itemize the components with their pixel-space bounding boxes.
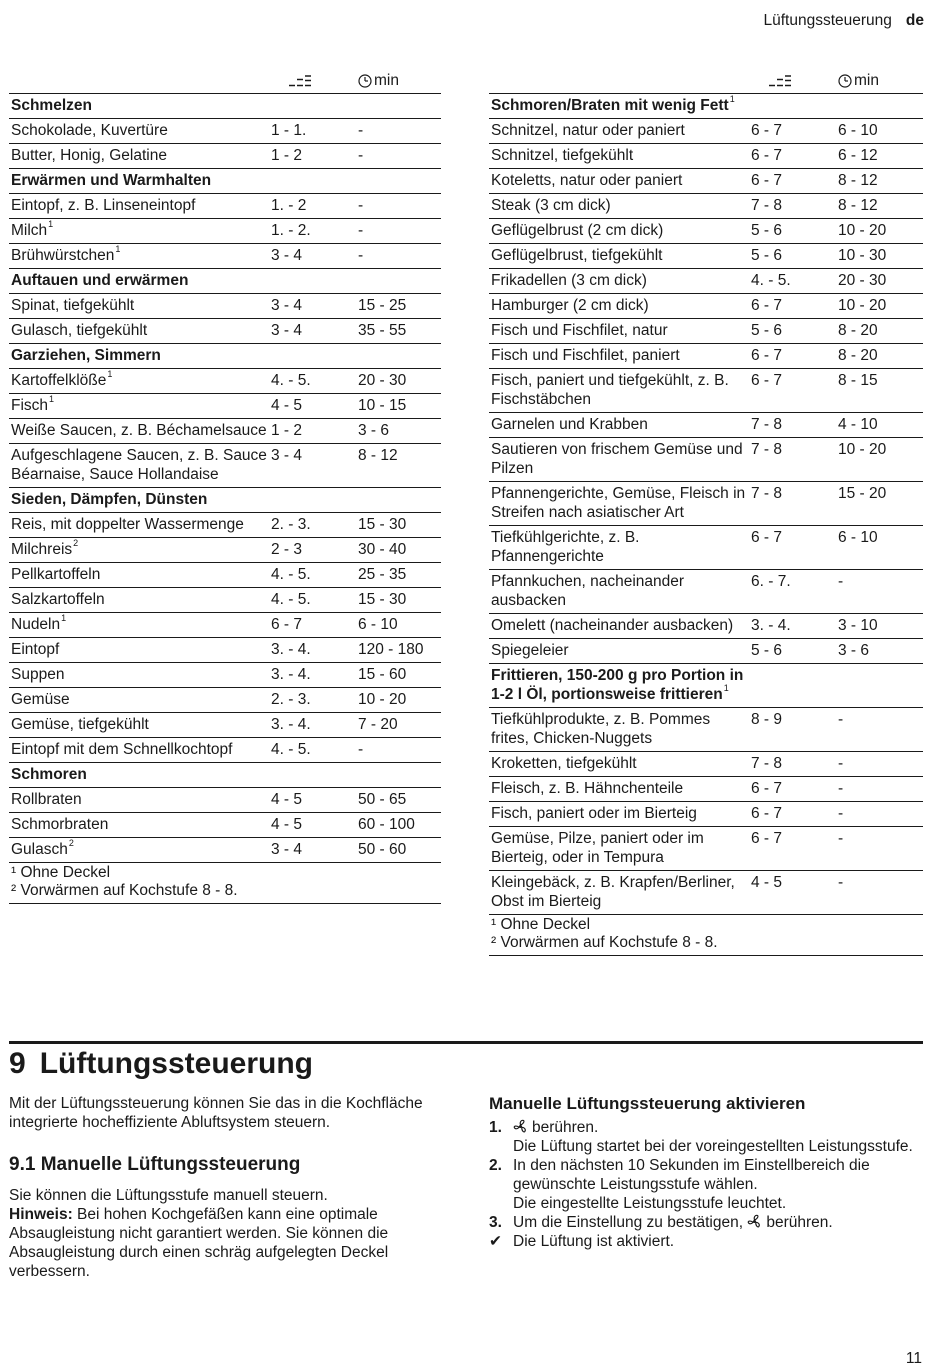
- food-label: Pfannengerichte, Gemüse, Fleisch in Streifen nach asiatischer Art: [491, 485, 746, 521]
- food-label: Spiegeleier: [491, 642, 569, 659]
- category-label: Sieden, Dämpfen, Dünsten: [11, 491, 208, 508]
- category-row: [489, 664, 923, 708]
- food-label: Aufgeschlagene Saucen, z. B. Sauce Béarnaise, Sauce Hollandaise: [11, 447, 267, 483]
- food-label: Milchreis: [11, 541, 73, 558]
- category-label: Schmoren/Braten mit wenig Fett: [491, 97, 729, 114]
- time-unit: min: [374, 72, 399, 89]
- cooking-time: 3 - 10: [836, 614, 923, 639]
- table-row: [9, 538, 441, 563]
- food-label: Omelett (nacheinander ausbacken): [491, 617, 734, 634]
- power-level: 5 - 6: [749, 244, 836, 269]
- table-row: [489, 802, 923, 827]
- cooking-time: -: [356, 219, 441, 244]
- power-level: 2. - 3.: [269, 688, 356, 713]
- cooking-time: 6 - 12: [836, 144, 923, 169]
- category-label: Auftauen und erwärmen: [11, 272, 189, 289]
- food-label: Kleingebäck, z. B. Krapfen/Berliner, Obst im Bierteig: [491, 874, 735, 910]
- food-label: Rollbraten: [11, 791, 82, 808]
- cooking-time: 3 - 6: [356, 419, 441, 444]
- step-number: 2.: [489, 1157, 502, 1174]
- power-level: 6 - 7: [749, 119, 836, 144]
- category-label: Schmelzen: [11, 97, 92, 114]
- food-label: Brühwürstchen: [11, 247, 115, 264]
- table-row: [9, 838, 441, 863]
- power-level: 6 - 7: [749, 344, 836, 369]
- cooking-time: 50 - 65: [356, 788, 441, 813]
- cooking-time: 4 - 10: [836, 413, 923, 438]
- power-level: 3 - 4: [269, 444, 356, 488]
- time-unit: min: [854, 72, 879, 89]
- power-level: 6 - 7: [749, 802, 836, 827]
- power-level: 3. - 4.: [269, 663, 356, 688]
- footnote-ref: 2: [68, 837, 74, 848]
- step-number: 1.: [489, 1119, 502, 1136]
- food-label: Frikadellen (3 cm dick): [491, 272, 647, 289]
- power-level: 6. - 7.: [749, 570, 836, 614]
- fan-icon: [513, 1119, 528, 1134]
- footnote-ref: 1: [48, 218, 54, 229]
- food-label: Geflügelbrust, tiefgekühlt: [491, 247, 663, 264]
- footnote-ref: 1: [61, 612, 67, 623]
- cooking-time: 8 - 12: [836, 194, 923, 219]
- power-level: 2 - 3: [269, 538, 356, 563]
- cooking-time: 8 - 12: [836, 169, 923, 194]
- power-level: 4 - 5: [269, 788, 356, 813]
- category-row: [489, 94, 923, 119]
- power-level: 5 - 6: [749, 319, 836, 344]
- table-row: [9, 663, 441, 688]
- table-row: [489, 526, 923, 570]
- power-level: 6 - 7: [749, 827, 836, 871]
- food-label: Hamburger (2 cm dick): [491, 297, 649, 314]
- check-icon: ✔: [489, 1233, 502, 1250]
- power-level: 6 - 7: [749, 777, 836, 802]
- food-label: Steak (3 cm dick): [491, 197, 611, 214]
- food-label: Spinat, tiefgekühlt: [11, 297, 135, 314]
- power-level: 5 - 6: [749, 219, 836, 244]
- category-row: [9, 169, 441, 194]
- table-row: [489, 570, 923, 614]
- food-label: Nudeln: [11, 616, 61, 633]
- cooking-time: 10 - 20: [356, 688, 441, 713]
- left-footnotes: [9, 863, 441, 904]
- food-label: Sautieren von frischem Gemüse und Pilzen: [491, 441, 743, 477]
- right-cooking-table-column: [489, 68, 923, 956]
- chapter-title: [9, 1046, 313, 1082]
- level-column-header: [749, 68, 836, 94]
- table-row: [489, 827, 923, 871]
- cooking-time: 15 - 60: [356, 663, 441, 688]
- procedure-step-3: [489, 1213, 925, 1232]
- hint-text: Bei hohen Kochgefäßen kann eine optimale Absaugleistung nicht garantiert werden. Sie können die Absaugleistung durch einen schräg aufgelegten Deckel verbessern.: [9, 1206, 389, 1280]
- cooking-time: 8 - 20: [836, 319, 923, 344]
- footnote-1: ¹ Ohne Deckel: [491, 916, 591, 933]
- power-level: 3 - 4: [269, 294, 356, 319]
- power-level: 3. - 4.: [749, 614, 836, 639]
- food-label: Garnelen und Krabben: [491, 416, 648, 433]
- power-level: 7 - 8: [749, 194, 836, 219]
- table-row: [9, 588, 441, 613]
- fan-icon: [747, 1214, 762, 1229]
- footnote-ref: 1: [115, 243, 121, 254]
- table-row: [489, 614, 923, 639]
- right-table-body: [489, 94, 923, 915]
- cooking-time: 20 - 30: [836, 269, 923, 294]
- power-level: 4. - 5.: [269, 588, 356, 613]
- power-level: 4 - 5: [269, 813, 356, 838]
- table-row: [9, 219, 441, 244]
- running-header-lang: de: [905, 12, 924, 29]
- cooking-time: 30 - 40: [356, 538, 441, 563]
- food-label: Eintopf: [11, 641, 60, 658]
- table-row: [9, 244, 441, 269]
- procedure-step-2: [489, 1156, 925, 1213]
- table-row: [489, 319, 923, 344]
- cooking-time: 10 - 20: [836, 294, 923, 319]
- cooking-time: 15 - 30: [356, 588, 441, 613]
- table-row: [489, 708, 923, 752]
- table-row: [489, 752, 923, 777]
- food-label: Kartoffelklöße: [11, 372, 107, 389]
- table-row: [9, 369, 441, 394]
- cooking-time: 35 - 55: [356, 319, 441, 344]
- power-level: 6 - 7: [749, 526, 836, 570]
- table-row: [489, 482, 923, 526]
- table-row: [9, 613, 441, 638]
- table-row: [489, 777, 923, 802]
- table-row: [9, 394, 441, 419]
- table-row: [489, 294, 923, 319]
- chapter-divider: [9, 1041, 923, 1044]
- cooking-time: 3 - 6: [836, 639, 923, 664]
- food-label: Fleisch, z. B. Hähnchenteile: [491, 780, 684, 797]
- cooking-time: 10 - 20: [836, 219, 923, 244]
- food-label: Kroketten, tiefgekühlt: [491, 755, 637, 772]
- food-label: Schnitzel, natur oder paniert: [491, 122, 685, 139]
- clock-icon: [838, 74, 852, 88]
- power-level: 4. - 5.: [749, 269, 836, 294]
- cooking-time: 25 - 35: [356, 563, 441, 588]
- table-header-row: [9, 68, 441, 94]
- table-row: [9, 194, 441, 219]
- power-level: 1 - 2: [269, 144, 356, 169]
- power-level: 4. - 5.: [269, 369, 356, 394]
- food-label: Pellkartoffeln: [11, 566, 101, 583]
- footnote-ref: 1: [723, 682, 729, 693]
- table-row: [489, 413, 923, 438]
- food-label: Gulasch: [11, 841, 68, 858]
- time-column-header: [836, 68, 923, 94]
- table-row: [489, 871, 923, 915]
- cooking-time: 15 - 30: [356, 513, 441, 538]
- step-text: berühren.: [532, 1119, 599, 1136]
- category-row: [9, 269, 441, 294]
- category-label: Schmoren: [11, 766, 87, 783]
- cooking-time: 10 - 15: [356, 394, 441, 419]
- table-row: [489, 344, 923, 369]
- step-result: Die eingestellte Leistungsstufe leuchtet.: [513, 1195, 787, 1212]
- power-level: 1 - 1.: [269, 119, 356, 144]
- table-row: [9, 444, 441, 488]
- chapter-intro: Mit der Lüftungssteuerung können Sie das in die Kochfläche integrierte hocheffiziente Abluftsystem steuern.: [9, 1095, 423, 1131]
- table-row: [9, 788, 441, 813]
- power-level: 7 - 8: [749, 438, 836, 482]
- cooking-time: 8 - 15: [836, 369, 923, 413]
- cooking-time: 6 - 10: [836, 119, 923, 144]
- table-row: [489, 244, 923, 269]
- category-label: Erwärmen und Warmhalten: [11, 172, 212, 189]
- food-label: Milch: [11, 222, 48, 239]
- food-label: Gulasch, tiefgekühlt: [11, 322, 148, 339]
- power-level: 6 - 7: [749, 144, 836, 169]
- table-row: [9, 738, 441, 763]
- food-label: Schokolade, Kuvertüre: [11, 122, 168, 139]
- step-text: In den nächsten 10 Sekunden im Einstellbereich die gewünschte Leistungsstufe wählen.: [513, 1157, 870, 1193]
- food-label: Schmorbraten: [11, 816, 109, 833]
- hint-paragraph: [9, 1205, 443, 1281]
- level-icon: [289, 75, 311, 87]
- chapter-title-text: Lüftungssteuerung: [39, 1047, 313, 1080]
- food-label: Eintopf, z. B. Linseneintopf: [11, 197, 196, 214]
- table-row: [9, 319, 441, 344]
- cooking-time: 7 - 20: [356, 713, 441, 738]
- cooking-time: 60 - 100: [356, 813, 441, 838]
- food-label: Fisch und Fischfilet, natur: [491, 322, 668, 339]
- left-table-body: [9, 94, 441, 863]
- step-result: Die Lüftung startet bei der voreingestellten Leistungsstufe.: [513, 1138, 913, 1155]
- power-level: 3 - 4: [269, 319, 356, 344]
- table-row: [9, 813, 441, 838]
- cooking-time: -: [356, 244, 441, 269]
- power-level: 3. - 4.: [269, 713, 356, 738]
- table-row: [489, 639, 923, 664]
- cooking-time: 10 - 20: [836, 438, 923, 482]
- food-label: Eintopf mit dem Schnellkochtopf: [11, 741, 233, 758]
- table-row: [9, 144, 441, 169]
- power-level: 4 - 5: [749, 871, 836, 915]
- procedure-step-1: [489, 1118, 925, 1156]
- cooking-time: 10 - 30: [836, 244, 923, 269]
- power-level: 5 - 6: [749, 639, 836, 664]
- food-label: Butter, Honig, Gelatine: [11, 147, 167, 164]
- table-row: [9, 638, 441, 663]
- power-level: 2. - 3.: [269, 513, 356, 538]
- food-label: Tiefkühlgerichte, z. B. Pfannengerichte: [491, 529, 640, 565]
- procedure-block: [489, 1093, 925, 1251]
- clock-icon: [358, 74, 372, 88]
- food-label: Pfannkuchen, nacheinander ausbacken: [491, 573, 685, 609]
- footnote-2: ² Vorwärmen auf Kochstufe 8 - 8.: [11, 882, 238, 899]
- procedure-result: [489, 1232, 925, 1251]
- table-row: [489, 194, 923, 219]
- food-label: Salzkartoffeln: [11, 591, 105, 608]
- left-cooking-table: [9, 68, 441, 863]
- food-label: Suppen: [11, 666, 65, 683]
- running-header: [764, 11, 925, 30]
- table-row: [9, 688, 441, 713]
- footnote-ref: 1: [49, 393, 55, 404]
- cooking-time: -: [356, 144, 441, 169]
- food-label: Fisch: [11, 397, 49, 414]
- table-row: [489, 119, 923, 144]
- footnote-1: ¹ Ohne Deckel: [11, 864, 111, 881]
- power-level: 6 - 7: [749, 369, 836, 413]
- cooking-time: 20 - 30: [356, 369, 441, 394]
- power-level: 3. - 4.: [269, 638, 356, 663]
- hint-label: Hinweis:: [9, 1206, 73, 1223]
- cooking-time: -: [836, 802, 923, 827]
- category-row: [9, 763, 441, 788]
- food-label: Weiße Saucen, z. B. Béchamelsauce: [11, 422, 267, 439]
- category-row: [9, 94, 441, 119]
- result-text: Die Lüftung ist aktiviert.: [513, 1233, 675, 1250]
- step-number: 3.: [489, 1214, 502, 1231]
- food-label: Tiefkühlprodukte, z. B. Pommes frites, Chicken-Nuggets: [491, 711, 711, 747]
- category-label: Garziehen, Simmern: [11, 347, 161, 364]
- section-text: Sie können die Lüftungsstufe manuell steuern.: [9, 1187, 328, 1204]
- table-row: [9, 119, 441, 144]
- category-row: [9, 344, 441, 369]
- power-level: 1. - 2.: [269, 219, 356, 244]
- power-level: 6 - 7: [749, 294, 836, 319]
- power-level: 6 - 7: [269, 613, 356, 638]
- power-level: 1. - 2: [269, 194, 356, 219]
- food-label: Fisch und Fischfilet, paniert: [491, 347, 680, 364]
- power-level: 3 - 4: [269, 244, 356, 269]
- cooking-time: 15 - 25: [356, 294, 441, 319]
- category-label: Frittieren, 150-200 g pro Portion in 1-2 l Öl, portionsweise frittieren: [491, 667, 744, 703]
- footnote-ref: 2: [73, 537, 79, 548]
- power-level: 4. - 5.: [269, 738, 356, 763]
- cooking-time: 6 - 10: [356, 613, 441, 638]
- procedure-title: Manuelle Lüftungssteuerung aktivieren: [489, 1094, 806, 1113]
- cooking-time: 6 - 10: [836, 526, 923, 570]
- cooking-time: -: [836, 570, 923, 614]
- power-level: 7 - 8: [749, 752, 836, 777]
- food-label: Reis, mit doppelter Wassermenge: [11, 516, 244, 533]
- table-row: [9, 713, 441, 738]
- food-label: Geflügelbrust (2 cm dick): [491, 222, 664, 239]
- category-row: [9, 488, 441, 513]
- cooking-time: 8 - 12: [356, 444, 441, 488]
- cooking-time: -: [836, 871, 923, 915]
- level-icon: [769, 75, 791, 87]
- footnote-ref: 1: [729, 93, 735, 104]
- cooking-time: 120 - 180: [356, 638, 441, 663]
- table-row: [9, 563, 441, 588]
- food-label: Gemüse, tiefgekühlt: [11, 716, 149, 733]
- step-text-end: berühren.: [766, 1214, 833, 1231]
- food-label: Fisch, paniert und tiefgekühlt, z. B. Fischstäbchen: [491, 372, 729, 408]
- table-row: [9, 419, 441, 444]
- power-level: 7 - 8: [749, 482, 836, 526]
- right-footnotes: [489, 915, 923, 956]
- footnote-2: ² Vorwärmen auf Kochstufe 8 - 8.: [491, 934, 718, 951]
- table-row: [489, 369, 923, 413]
- cooking-time: -: [836, 777, 923, 802]
- cooking-time: 15 - 20: [836, 482, 923, 526]
- cooking-time: -: [356, 119, 441, 144]
- power-level: 8 - 9: [749, 708, 836, 752]
- left-cooking-table-column: [9, 68, 441, 904]
- table-row: [489, 144, 923, 169]
- level-column-header: [269, 68, 356, 94]
- power-level: 7 - 8: [749, 413, 836, 438]
- food-label: Fisch, paniert oder im Bierteig: [491, 805, 697, 822]
- table-header-row: [489, 68, 923, 94]
- power-level: 4 - 5: [269, 394, 356, 419]
- chapter-number: 9: [9, 1047, 26, 1080]
- power-level: 6 - 7: [749, 169, 836, 194]
- page-number: 11: [905, 1350, 922, 1367]
- running-header-section: Lüftungssteuerung: [763, 12, 892, 29]
- cooking-time: -: [836, 827, 923, 871]
- footnote-ref: 1: [107, 368, 113, 379]
- cooking-time: -: [836, 752, 923, 777]
- cooking-time: -: [836, 708, 923, 752]
- time-column-header: [356, 68, 441, 94]
- cooking-time: 8 - 20: [836, 344, 923, 369]
- right-cooking-table: [489, 68, 923, 915]
- food-label: Gemüse, Pilze, paniert oder im Bierteig, oder in Tempura: [491, 830, 704, 866]
- power-level: 4. - 5.: [269, 563, 356, 588]
- chapter-body-left: [9, 1094, 443, 1281]
- cooking-time: -: [356, 194, 441, 219]
- table-row: [489, 438, 923, 482]
- food-label: Koteletts, natur oder paniert: [491, 172, 683, 189]
- cooking-time: -: [356, 738, 441, 763]
- food-label: Schnitzel, tiefgekühlt: [491, 147, 634, 164]
- table-row: [9, 513, 441, 538]
- section-title: 9.1 Manuelle Lüftungssteuerung: [9, 1154, 301, 1175]
- table-row: [489, 219, 923, 244]
- table-row: [489, 269, 923, 294]
- power-level: 1 - 2: [269, 419, 356, 444]
- step-text: Um die Einstellung zu bestätigen,: [513, 1214, 744, 1231]
- cooking-time: 50 - 60: [356, 838, 441, 863]
- table-row: [9, 294, 441, 319]
- food-label: Gemüse: [11, 691, 70, 708]
- table-row: [489, 169, 923, 194]
- power-level: 3 - 4: [269, 838, 356, 863]
